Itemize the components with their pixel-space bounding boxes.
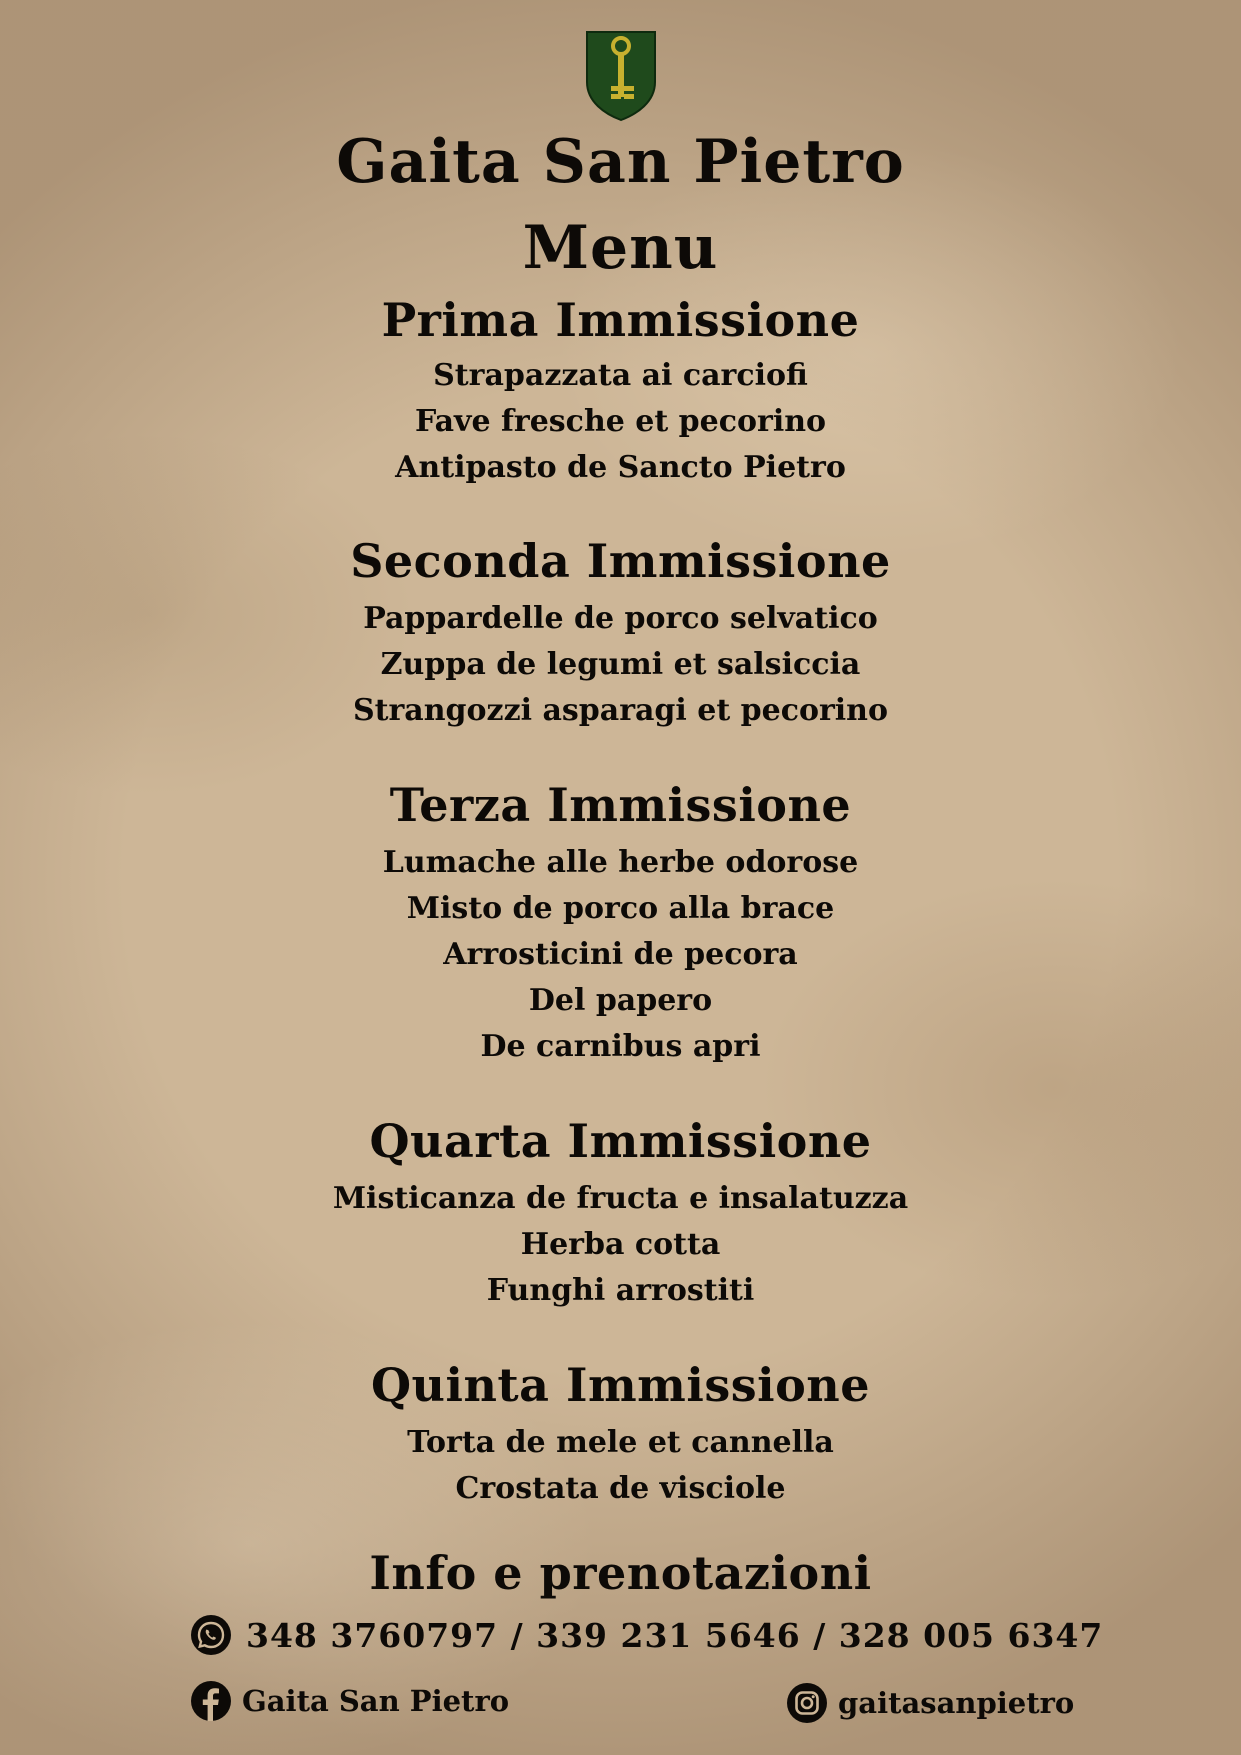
menu-item: Herba cotta — [520, 1227, 721, 1262]
section-title-terza: Terza Immissione — [389, 778, 852, 832]
menu-item: Antipasto de Sancto Pietro — [395, 450, 846, 485]
menu-item: Del papero — [528, 983, 713, 1018]
section-title-quinta: Quinta Immissione — [370, 1358, 870, 1412]
section-title-seconda: Seconda Immissione — [350, 534, 891, 588]
menu-item: Arrosticini de pecora — [443, 937, 798, 972]
menu-item: Zuppa de legumi et salsiccia — [380, 647, 861, 682]
facebook-icon — [190, 1680, 232, 1722]
menu-heading: Menu — [522, 213, 719, 283]
instagram-icon — [786, 1682, 828, 1724]
menu-item: Pappardelle de porco selvatico — [363, 601, 878, 636]
page-title: Gaita San Pietro — [336, 127, 905, 197]
whatsapp-icon — [190, 1614, 232, 1656]
section-title-quarta: Quarta Immissione — [369, 1114, 872, 1168]
phone-numbers: 348 3760797 / 339 231 5646 / 328 005 6347 — [246, 1615, 1104, 1655]
facebook-handle: Gaita San Pietro — [242, 1683, 510, 1718]
gold-key-shield-icon — [585, 30, 657, 122]
menu-item: De carnibus apri — [480, 1029, 761, 1064]
menu-item: Torta de mele et cannella — [407, 1425, 834, 1460]
instagram-handle: gaitasanpietro — [838, 1685, 1075, 1720]
contact-title: Info e prenotazioni — [369, 1546, 872, 1600]
instagram-link — [786, 1682, 1074, 1724]
menu-item: Fave fresche et pecorino — [414, 404, 827, 439]
facebook-link — [190, 1680, 509, 1722]
phone-row — [190, 1612, 1103, 1658]
menu-item: Crostata de visciole — [455, 1471, 786, 1506]
menu-item: Strangozzi asparagi et pecorino — [352, 693, 889, 728]
menu-item: Funghi arrostiti — [486, 1273, 755, 1308]
menu-item: Misto de porco alla brace — [406, 891, 835, 926]
menu-item: Misticanza de fructa e insalatuzza — [332, 1181, 909, 1216]
section-title-prima: Prima Immissione — [381, 293, 860, 347]
menu-item: Lumache alle herbe odorose — [382, 845, 859, 880]
menu-item: Strapazzata ai carciofi — [433, 358, 808, 393]
